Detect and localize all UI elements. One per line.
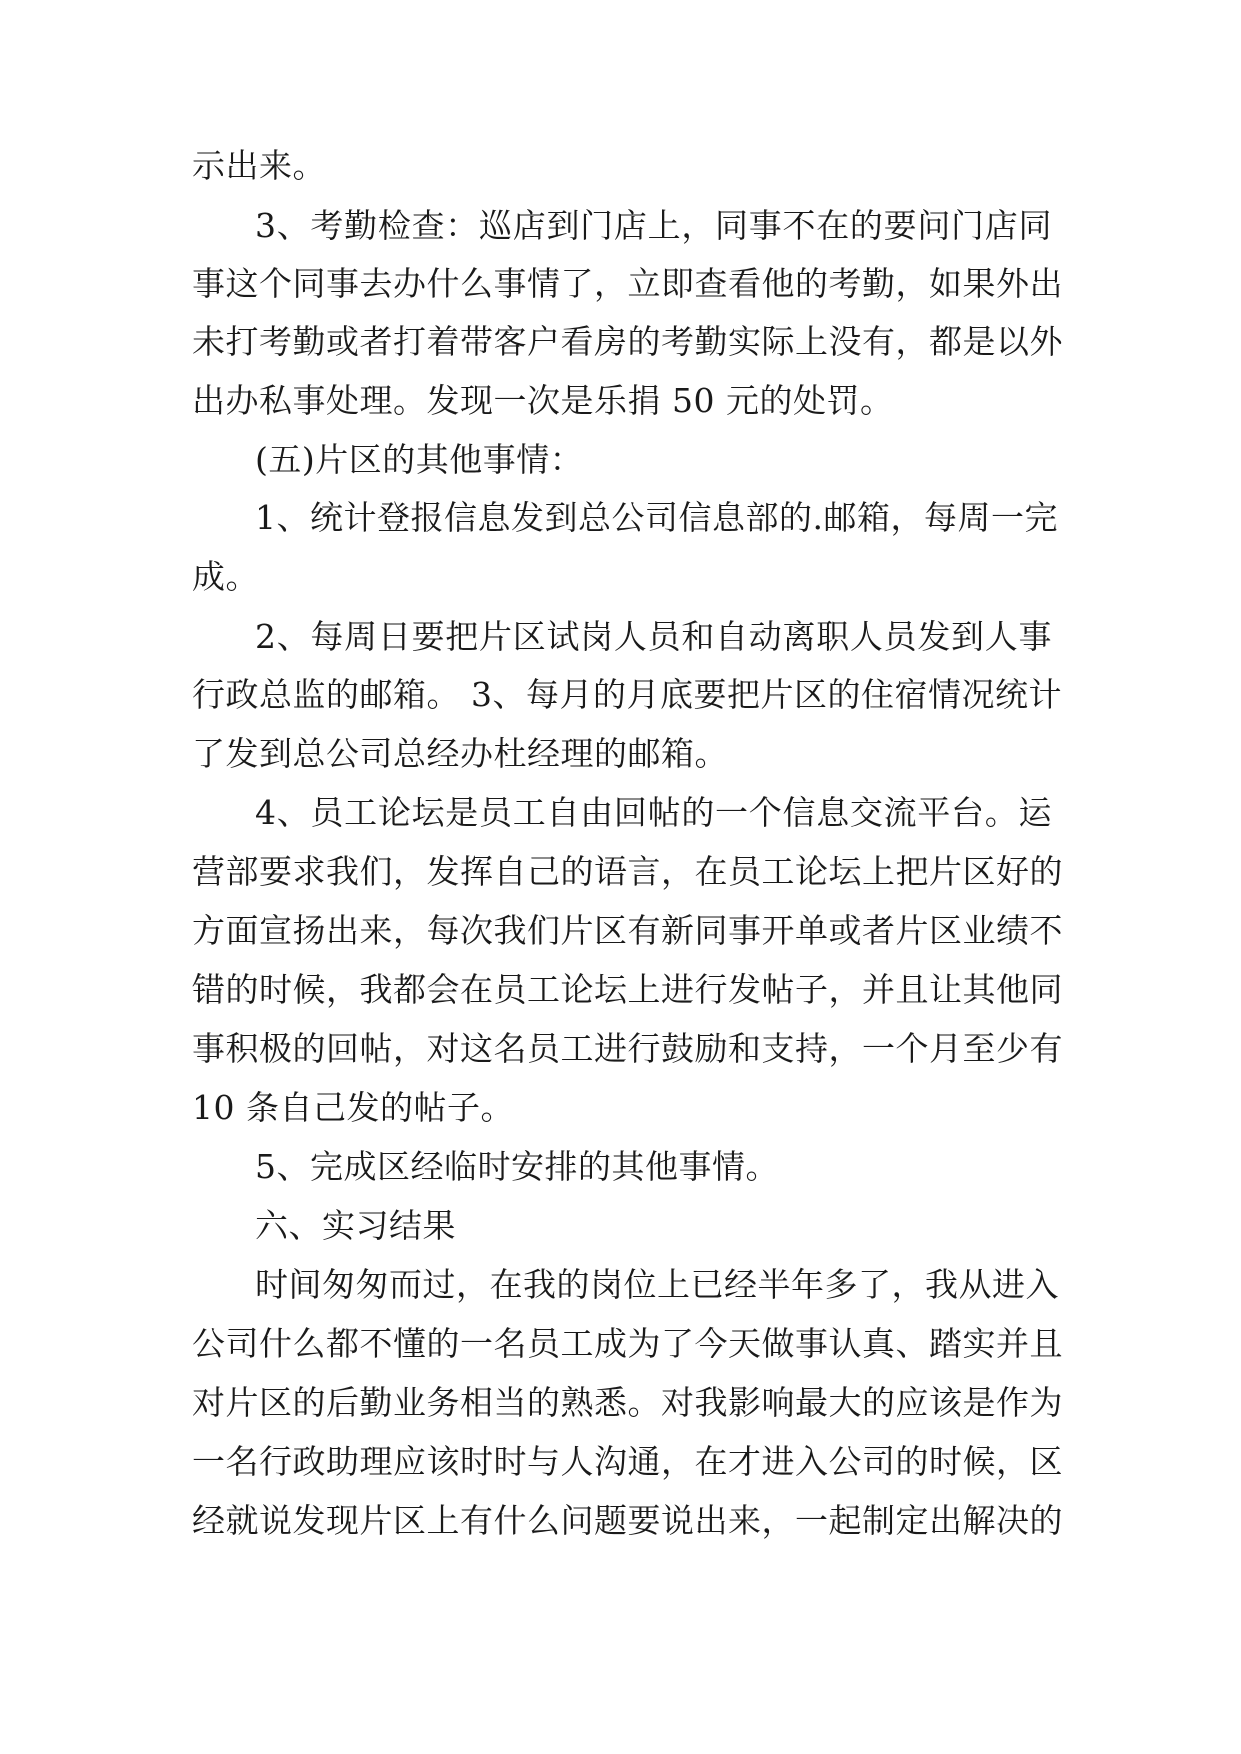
text-line: 营部要求我们，发挥自己的语言，在员工论坛上把片区好的	[192, 852, 1063, 891]
text-line: 3、考勤检查：巡店到门店上，同事不在的要问门店同	[255, 206, 1052, 245]
text-line: 成。	[192, 557, 259, 596]
text-line: 行政总监的邮箱。 3、每月的月底要把片区的住宿情况统计	[192, 675, 1062, 714]
text-line: 示出来。	[192, 146, 326, 185]
text-line: 出办私事处理。发现一次是乐捐 50 元的处罚。	[192, 381, 894, 420]
text-line: 经就说发现片区上有什么问题要说出来，一起制定出解决的	[192, 1501, 1063, 1540]
text-line: 事积极的回帖，对这名员工进行鼓励和支持，一个月至少有	[192, 1029, 1063, 1068]
text-line: 2、每周日要把片区试岗人员和自动离职人员发到人事	[255, 617, 1052, 656]
text-line: 未打考勤或者打着带客户看房的考勤实际上没有，都是以外	[192, 322, 1063, 361]
text-line: 10 条自己发的帖子。	[192, 1088, 514, 1127]
text-line: 事这个同事去办什么事情了，立即查看他的考勤，如果外出	[192, 264, 1063, 303]
text-line: 公司什么都不懂的一名员工成为了今天做事认真、踏实并且	[192, 1324, 1063, 1363]
section-heading: 六、实习结果	[255, 1206, 456, 1245]
text-line: 一名行政助理应该时时与人沟通，在才进入公司的时候，区	[192, 1442, 1063, 1481]
text-line: 时间匆匆而过，在我的岗位上已经半年多了，我从进入	[255, 1265, 1059, 1304]
section-heading: (五)片区的其他事情：	[255, 440, 584, 479]
text-line: 对片区的后勤业务相当的熟悉。对我影响最大的应该是作为	[192, 1383, 1063, 1422]
text-line: 方面宣扬出来，每次我们片区有新同事开单或者片区业绩不	[192, 911, 1063, 950]
text-line: 5、完成区经临时安排的其他事情。	[255, 1147, 779, 1186]
text-line: 了发到总公司总经办杜经理的邮箱。	[192, 734, 728, 773]
text-line: 4、员工论坛是员工自由回帖的一个信息交流平台。运	[255, 793, 1052, 832]
text-line: 错的时候，我都会在员工论坛上进行发帖子，并且让其他同	[192, 970, 1063, 1009]
text-line: 1、统计登报信息发到总公司信息部的.邮箱，每周一完	[255, 498, 1058, 537]
